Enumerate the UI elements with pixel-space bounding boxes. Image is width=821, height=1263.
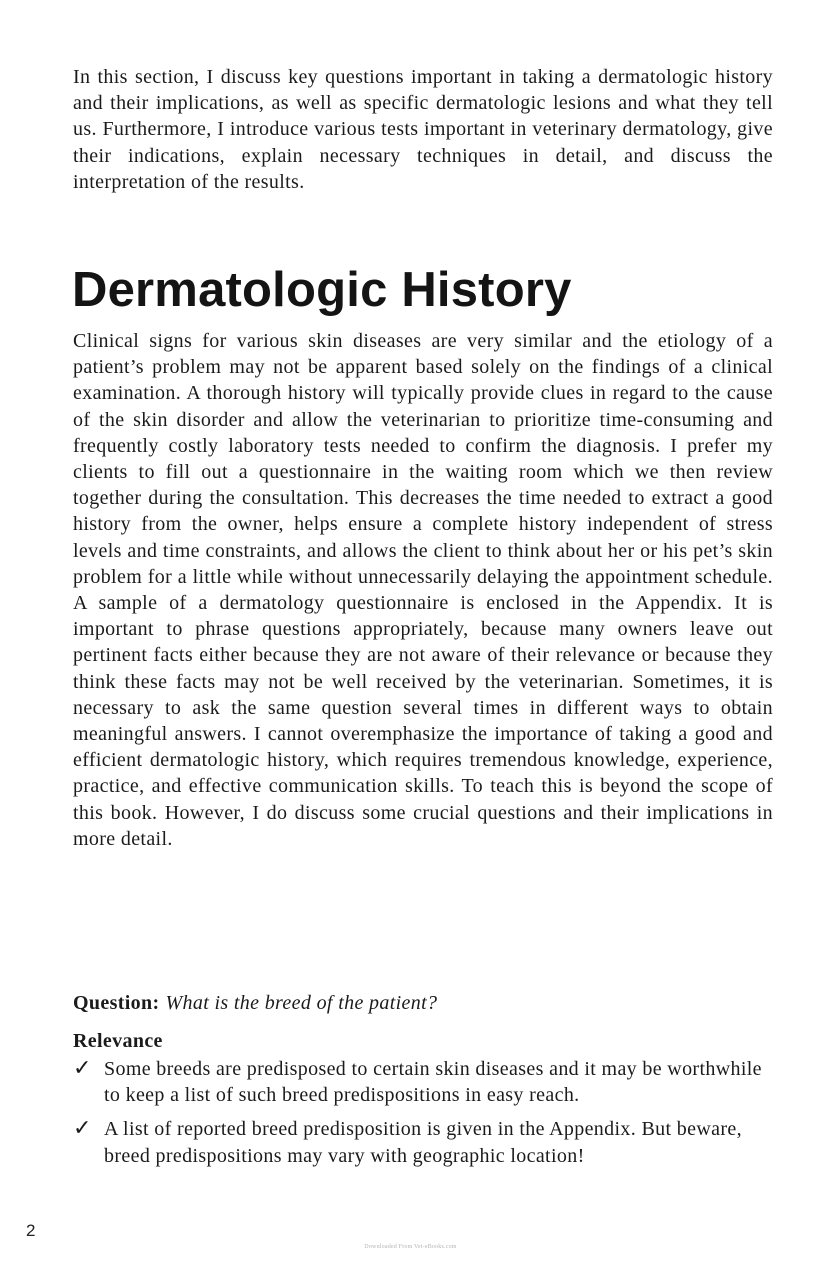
- relevance-heading: Relevance: [73, 1030, 163, 1052]
- list-item: [73, 1056, 773, 1108]
- list-item-text: Some breeds are predisposed to certain skin diseases and it may be worthwhile to keep a list of such breed predispositions in easy reach.: [104, 1058, 762, 1107]
- page-number: 2: [26, 1221, 36, 1240]
- check-mark-icon: ✓: [73, 1116, 92, 1142]
- list-item-text: A list of reported breed predisposition is given in the Appendix. But beware, breed predispositions may vary with geographic location!: [104, 1118, 742, 1167]
- section-heading: Dermatologic History: [72, 263, 572, 317]
- check-mark-icon: ✓: [73, 1056, 92, 1081]
- question-line: [73, 989, 437, 1017]
- question-text: What is the breed of the patient?: [165, 992, 438, 1014]
- history-paragraph: Clinical signs for various skin diseases are very similar and the etiology of a patient’s problem may not be apparent based solely on the findings of a clinical examination. A thorough history will typically provide clues in regard to the cause of the skin disorder and allow the veterinarian to prioritize time-consuming and frequently costly laboratory tests needed to confirm the diagnosis. I prefer my clients to fill out a questionnaire in the waiting room which we then review together during the consultation. This decreases the time needed to extract a good history from the owner, helps ensure a complete history independent of stress levels and time constraints, and allows the client to think about her or his pet’s skin problem for a little while without unnecessarily delaying the appointment schedule. A sample of a dermatology questionnaire is enclosed in the Appendix. It is important to phrase questions appropriately, because many owners leave out pertinent facts either because they are not aware of their relevance or because they think these facts may not be well received by the veterinarian. Sometimes, it is necessary to ask the same question several times in different ways to obtain meaningful answers. I cannot overemphasize the importance of taking a good and efficient dermatologic history, which requires tremendous knowledge, experience, practice, and effective communication skills. To teach this is beyond the scope of this book. However, I do discuss some crucial questions and their implications in more detail.: [73, 330, 773, 850]
- question-label: Question:: [73, 992, 160, 1014]
- footer-watermark: Downloaded From Vet-eBooks.com: [364, 1244, 457, 1250]
- list-item: [73, 1116, 773, 1168]
- relevance-list: [73, 1056, 773, 1177]
- intro-paragraph: In this section, I discuss key questions important in taking a dermatologic history and their implications, as well as specific dermatologic lesions and what they tell us. Furthermore, I introduce various tests important in veterinary dermatology, give their indications, explain necessary techniques in detail, and discuss the interpretation of the results.: [73, 66, 773, 193]
